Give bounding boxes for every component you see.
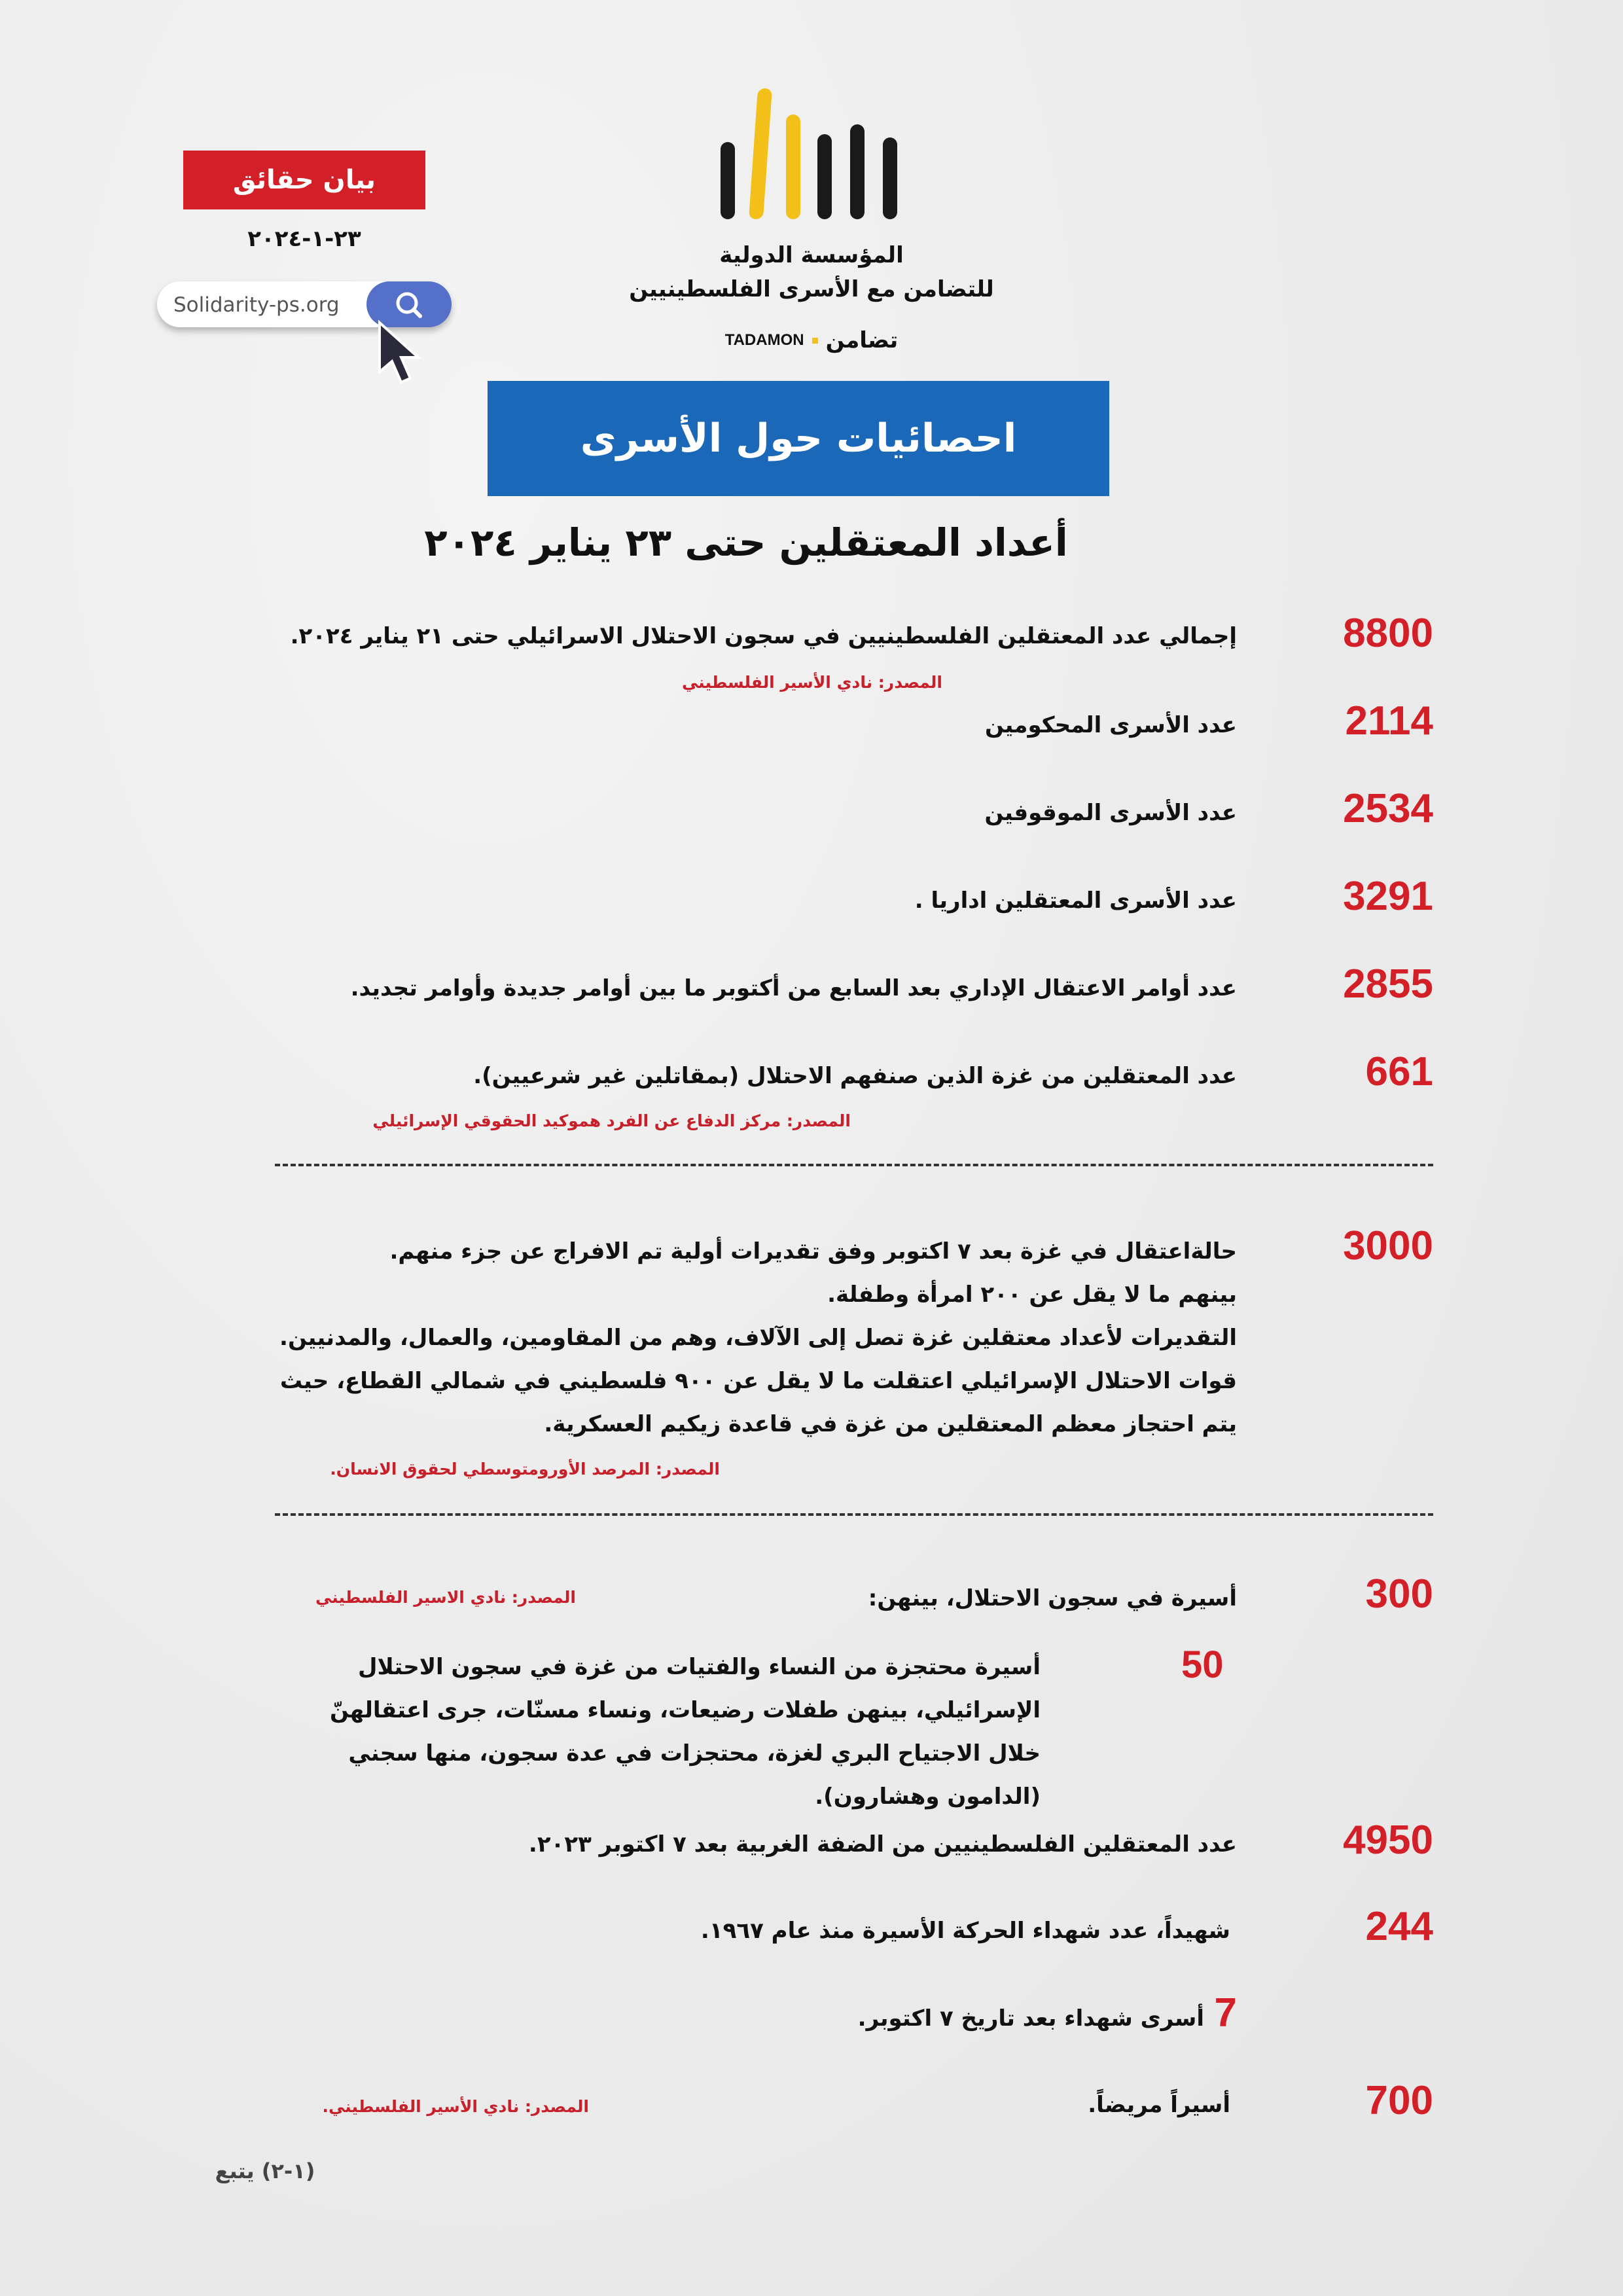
stat-value: 2855 [1343, 961, 1433, 1007]
stat-text: عدد المعتقلين من غزة الذين صنفهم الاحتلال (بمقاتلين غير شرعيين). [473, 1063, 1237, 1089]
gaza-line: التقديرات لأعداد معتقلين غزة تصل إلى الآلاف، وهم من المقاومين، والعمال، والمدنيين. [279, 1325, 1237, 1351]
logo-bar [786, 115, 800, 219]
women-line: (الدامون وهشارون). [815, 1784, 1041, 1810]
source-note: المصدر: نادي الأسير الفلسطيني [682, 673, 942, 692]
page-headline: أعداد المعتقلين حتى ٢٣ يناير ٢٠٢٤ [424, 520, 1068, 565]
fact-sheet-badge: بيان حقائق [183, 151, 425, 209]
org-name-line1: المؤسسة الدولية [719, 242, 904, 268]
section-divider [275, 1164, 1433, 1166]
section-divider [275, 1513, 1433, 1516]
page-banner-title: احصائيات حول الأسرى [488, 381, 1109, 496]
logo-bar [817, 134, 832, 219]
stat-value: 3291 [1343, 874, 1433, 919]
stat-text: عدد الأسرى الموقوفين [984, 800, 1237, 826]
source-note: المصدر: المرصد الأورومتوسطي لحقوق الانسان. [330, 1460, 720, 1479]
stat-text: أسرى شهداء بعد تاريخ ٧ اكتوبر. [857, 2005, 1204, 2032]
gaza-line: حالةاعتقال في غزة بعد ٧ اكتوبر وفق تقديرات أولية تم الافراج عن جزء منهم. [389, 1238, 1237, 1265]
stat-value: 700 [1365, 2078, 1433, 2123]
logo-bar [850, 124, 865, 219]
stat-text: عدد الأسرى المعتقلين اداريا . [914, 888, 1237, 914]
website-url[interactable]: Solidarity-ps.org [173, 293, 340, 317]
stat-value: 8800 [1343, 611, 1433, 656]
women-line: الإسرائيلي، بينهن طفلات رضيعات، ونساء مسنّات، جرى اعتقالهنّ [330, 1697, 1041, 1723]
stat-text: أسيراً مريضاً. [1088, 2092, 1230, 2118]
women-line: خلال الاجتياح البري لغزة، محتجزات في عدة سجون، منها سجني [348, 1740, 1041, 1767]
gaza-line: قوات الاحتلال الإسرائيلي اعتقلت ما لا يقل عن ٩٠٠ فلسطيني في شمالي القطاع، حيث [279, 1368, 1237, 1394]
logo-bar [883, 137, 897, 219]
logo [717, 79, 906, 219]
stat-text: إجمالي عدد المعتقلين الفلسطينيين في سجون الاحتلال الاسرائيلي حتى ٢١ يناير ٢٠٢٤. [290, 623, 1237, 649]
stat-text: عدد المعتقلين الفلسطينيين من الضفة الغربية بعد ٧ اكتوبر ٢٠٢٣. [528, 1831, 1237, 1857]
stat-value: 661 [1365, 1049, 1433, 1094]
org-name-line2: للتضامن مع الأسرى الفلسطينيين [629, 276, 994, 302]
women-line: أسيرة محتجزة من النساء والفتيات من غزة في سجون الاحتلال [358, 1654, 1041, 1680]
source-note: المصدر: نادي الاسير الفلسطيني [315, 1588, 576, 1607]
stat-value: 4950 [1343, 1818, 1433, 1863]
logo-bar [749, 88, 772, 219]
stat-value: 7 [1214, 1990, 1237, 2036]
cursor-icon [376, 319, 429, 391]
stat-text: عدد أوامر الاعتقال الإداري بعد السابع من أكتوبر ما بين أوامر جديدة وأوامر تجديد. [350, 975, 1237, 1001]
page-continuation: (١-٢) يتبع [215, 2159, 315, 2183]
brand-row [713, 327, 910, 353]
brand-en: TADAMON [724, 331, 804, 349]
stat-value: 2114 [1345, 698, 1433, 744]
brand-dot-icon [812, 338, 818, 344]
sub-stat-value: 50 [1181, 1643, 1224, 1686]
stat-value: 3000 [1343, 1223, 1433, 1268]
source-note: المصدر: نادي الأسير الفلسطيني. [322, 2097, 589, 2116]
stat-value: 300 [1365, 1571, 1433, 1617]
stat-text: أسيرة في سجون الاحتلال، بينهن: [868, 1585, 1237, 1611]
stat-text: شهيداً، عدد شهداء الحركة الأسيرة منذ عام ١٩٦٧. [700, 1918, 1230, 1944]
document-date: ٢٣-١-٢٠٢٤ [247, 226, 361, 252]
stat-text: عدد الأسرى المحكومين [984, 712, 1237, 738]
gaza-line: يتم احتجاز معظم المعتقلين من غزة في قاعدة زيكيم العسكرية. [544, 1411, 1237, 1437]
stat-value: 244 [1365, 1904, 1433, 1949]
logo-bar [721, 142, 735, 219]
brand-ar: تضامن [825, 327, 899, 353]
gaza-line: بينهم ما لا يقل عن ٢٠٠ امرأة وطفلة. [827, 1282, 1237, 1308]
stat-value: 2534 [1343, 786, 1433, 831]
source-note: المصدر: مركز الدفاع عن الفرد هموكيد الحقوقي الإسرائيلي [372, 1111, 851, 1130]
